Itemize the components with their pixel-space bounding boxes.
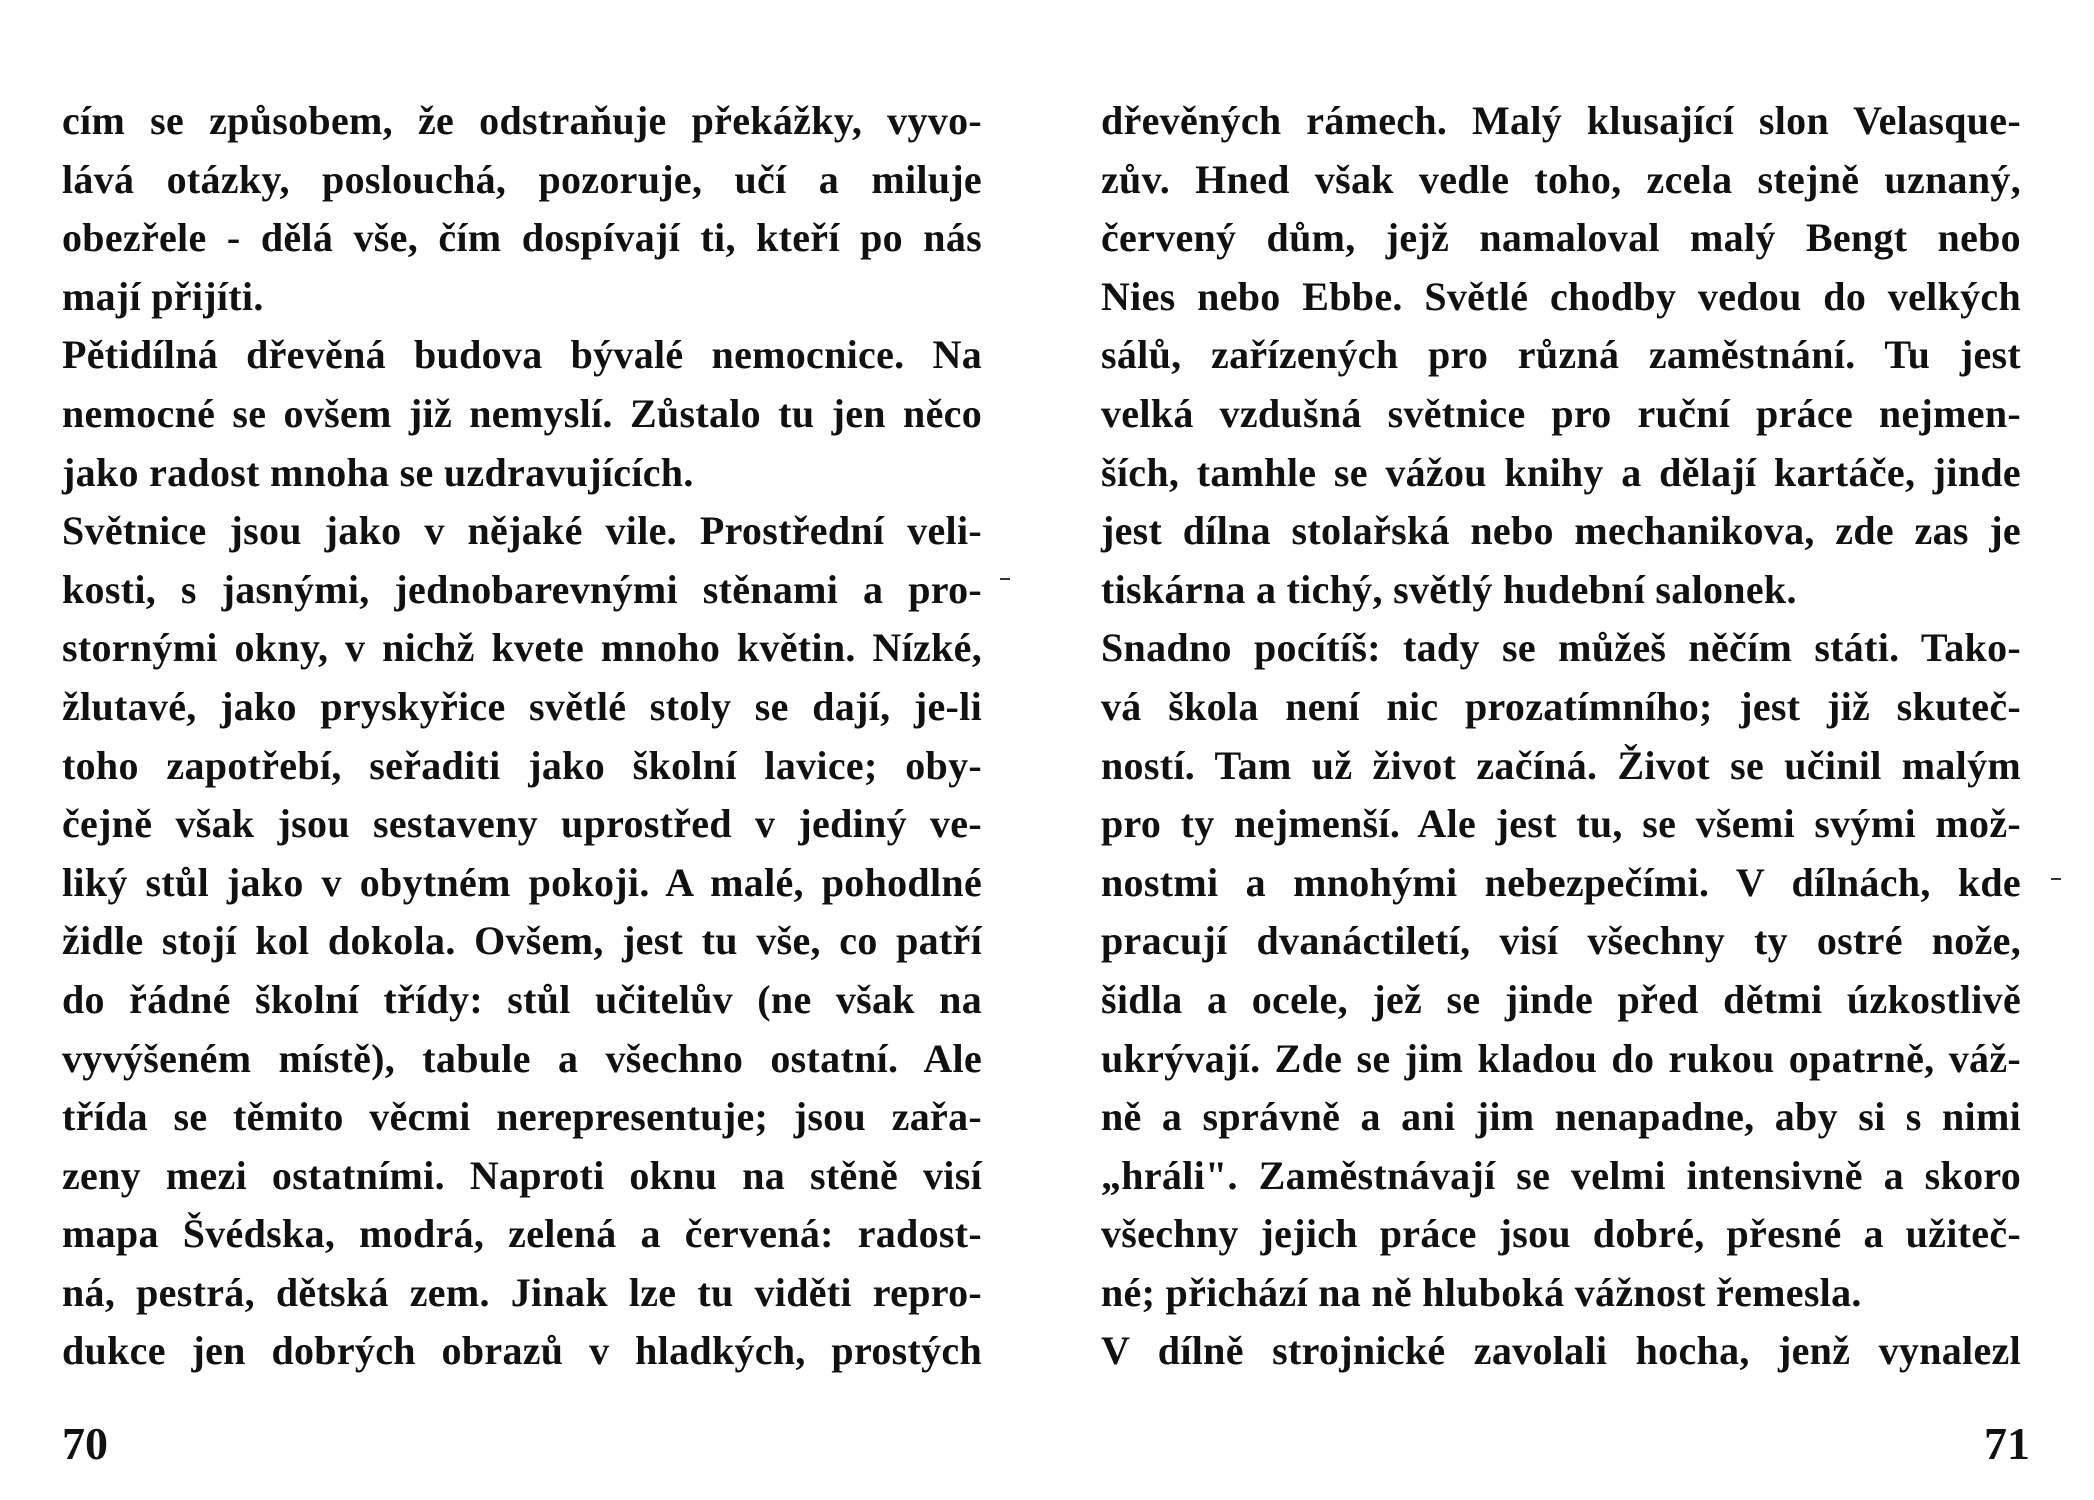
- text-line: vá škola není nic prozatímního; jest již skuteč-: [1101, 683, 2021, 729]
- text-line: ností. Tam už život začíná. Život se učinil malým: [1101, 742, 2021, 788]
- text-line: pro ty nejmenší. Ale jest tu, se všemi svými mož-: [1101, 801, 2021, 847]
- page-number: 71: [1984, 1418, 2030, 1469]
- text-line: né; přichází na ně hluboká vážnost řemesla.: [1101, 1269, 1862, 1315]
- right-page: [1047, 0, 2094, 1500]
- text-line: pracují dvanáctiletí, visí všechny ty ostré nože,: [1101, 918, 2021, 964]
- text-line: tiskárna a tichý, světlý hudební salonek.: [1101, 566, 1797, 612]
- text-line: žlutavé, jako pryskyřice světlé stoly se dají, je-li: [62, 683, 982, 729]
- text-line: červený dům, jejž namaloval malý Bengt nebo: [1101, 215, 2021, 261]
- text-line: jako radost mnoha se uzdravujících.: [62, 449, 694, 495]
- print-mark: [1000, 578, 1010, 580]
- text-line: Nies nebo Ebbe. Světlé chodby vedou do velkých: [1101, 273, 2021, 319]
- text-line: čejně však jsou sestaveny uprostřed v jediný ve-: [62, 801, 982, 847]
- text-line: všechny jejich práce jsou dobré, přesné a užiteč-: [1101, 1211, 2021, 1257]
- text-line: šidla a ocele, jež se jinde před dětmi úzkostlivě: [1101, 976, 2021, 1022]
- text-line: ukrývají. Zde se jim kladou do rukou opatrně, váž-: [1101, 1035, 2021, 1081]
- text-line: mají přijíti.: [62, 273, 264, 319]
- text-line: obezřele - dělá vše, čím dospívají ti, kteří po nás: [62, 215, 982, 261]
- text-line: Světnice jsou jako v nějaké vile. Prostřední veli-: [62, 508, 982, 554]
- text-line: liký stůl jako v obytném pokoji. A malé, pohodlné: [62, 859, 982, 905]
- text-line: ná, pestrá, dětská zem. Jinak lze tu viděti repro-: [62, 1269, 982, 1315]
- text-line: zův. Hned však vedle toho, zcela stejně uznaný,: [1101, 156, 2021, 202]
- text-line: velká vzdušná světnice pro ruční práce nejmen-: [1101, 390, 2021, 436]
- text-line: „hráli". Zaměstnávají se velmi intensivně a skoro: [1101, 1152, 2021, 1198]
- text-line: dřevěných rámech. Malý klusající slon Velasque-: [1101, 98, 2021, 143]
- text-line: toho zapotřebí, seřaditi jako školní lavice; oby-: [62, 742, 982, 788]
- text-line: dukce jen dobrých obrazů v hladkých, prostých: [62, 1328, 982, 1374]
- text-line: třída se těmito věcmi nerepresentuje; jsou zařa-: [62, 1094, 982, 1140]
- text-line: vyvýšeném místě), tabule a všechno ostatní. Ale: [62, 1035, 982, 1081]
- text-line: stornými okny, v nichž kvete mnoho květin. Nízké,: [62, 625, 982, 671]
- text-line: kosti, s jasnými, jednobarevnými stěnami a pro-: [62, 566, 982, 612]
- text-line: Snadno pocítíš: tady se můžeš něčím státi. Tako-: [1101, 625, 2021, 671]
- text-line: zeny mezi ostatními. Naproti oknu na stěně visí: [62, 1152, 982, 1198]
- text-line: cím se způsobem, že odstraňuje překážky, vyvo-: [62, 98, 982, 143]
- print-mark: [2051, 878, 2061, 880]
- right-page-text: [1101, 92, 2021, 1381]
- text-line: židle stojí kol dokola. Ovšem, jest tu vše, co patří: [62, 918, 982, 964]
- text-line: nemocné se ovšem již nemyslí. Zůstalo tu jen něco: [62, 390, 982, 436]
- left-page-text: [62, 92, 982, 1381]
- text-line: ších, tamhle se vážou knihy a dělají kartáče, jinde: [1101, 449, 2021, 495]
- text-line: jest dílna stolařská nebo mechanikova, zde zas je: [1101, 508, 2021, 554]
- text-line: sálů, zařízených pro různá zaměstnání. Tu jest: [1101, 332, 2021, 378]
- text-line: mapa Švédska, modrá, zelená a červená: radost-: [62, 1211, 982, 1257]
- text-line: Pětidílná dřevěná budova bývalé nemocnice. Na: [62, 332, 982, 378]
- text-line: V dílně strojnické zavolali hocha, jenž vynalezl: [1101, 1328, 2021, 1374]
- text-line: lává otázky, poslouchá, pozoruje, učí a miluje: [62, 156, 982, 202]
- text-line: do řádné školní třídy: stůl učitelův (ne však na: [62, 976, 982, 1022]
- text-line: ně a správně a ani jim nenapadne, aby si s nimi: [1101, 1094, 2021, 1140]
- text-line: nostmi a mnohými nebezpečími. V dílnách, kde: [1101, 859, 2021, 905]
- page-number: 70: [62, 1418, 108, 1469]
